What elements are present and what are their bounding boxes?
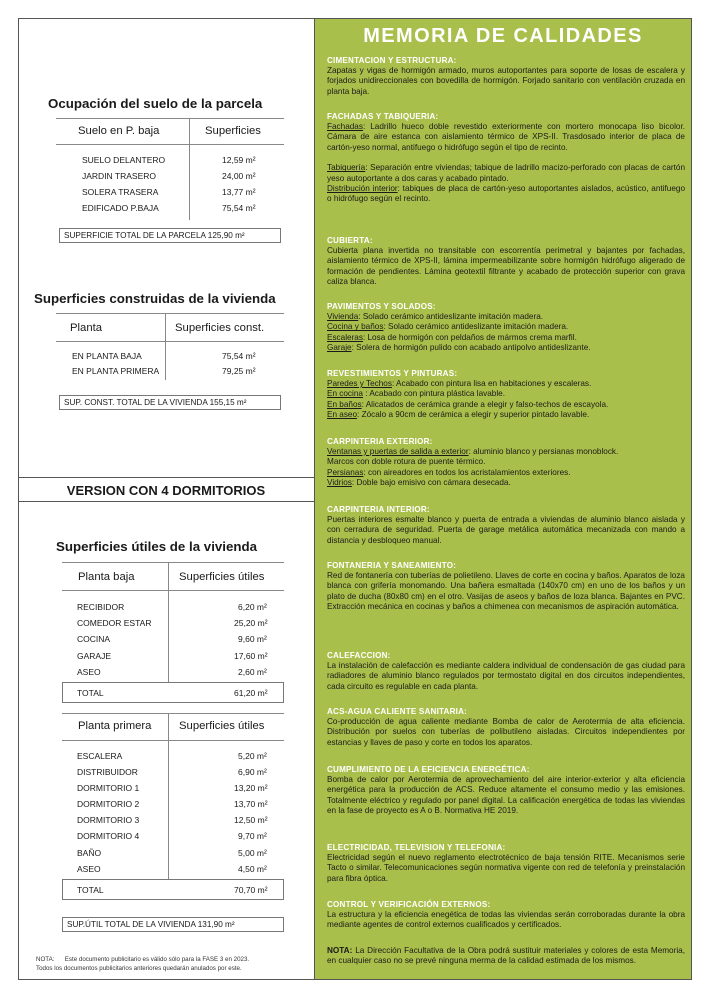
item-text: : Losa de hormigón con peldaños de mármos crema marfil. — [362, 332, 577, 342]
utiles-baja-col2: Superficies útiles — [179, 571, 265, 583]
section-title: CALEFACCION: — [327, 651, 391, 660]
table-row — [82, 155, 165, 165]
row-value: 6,90 m² — [238, 767, 267, 777]
utiles-baja-header-rule — [62, 590, 284, 591]
section-body — [327, 122, 685, 205]
construidas-total: SUP. CONST. TOTAL DE LA VIVIENDA 155,15 m² — [59, 395, 281, 410]
row-label: EDIFICADO P.BAJA — [82, 203, 159, 213]
section-body — [327, 379, 685, 421]
row-value: 13,77 m² — [222, 187, 256, 197]
row-value: 13,20 m² — [234, 783, 268, 793]
section-body: Electricidad según el nuevo reglamento electrotécnico de baja tensión RITE. Mecanismos serie Tacto o similar. Telecomunicaciones según normativa vigente con red de telefonía y preinstalación para fibra óptica. — [327, 853, 685, 883]
distribucion-text: : tabiques de placa de cartón-yeso autoportantes aislados, acústico, antifuego o hidrófugo según el recinto. — [327, 184, 686, 204]
section-body: Co-producción de agua caliente mediante Bomba de calor de Aerotermia de alta eficiencia. Distribución por suelos con tuberías de polibutileno aisladas. Circuitos independientes por estancias y llaves de paso y corte en todos los aparatos. — [327, 717, 685, 747]
item-label: En cocina — [327, 389, 363, 399]
left-panel — [18, 18, 314, 980]
construidas-header-top-rule — [56, 313, 284, 314]
version-divider-top — [18, 477, 314, 478]
item-text: : Zócalo a 90cm de cerámica a elegir y superior pintado lavable. — [357, 410, 590, 420]
ocupacion-col-divider — [189, 118, 190, 220]
item-text: : Doble bajo emisivo con cámara desecada. — [351, 478, 511, 488]
item-label: Escaleras — [327, 332, 363, 342]
item-text: : Solado cerámico antideslizante imitación madera. — [358, 312, 544, 321]
section-acs — [327, 707, 685, 748]
section-title: FACHADAS Y TABIQUERIA: — [327, 112, 439, 121]
section-body: La instalación de calefacción es mediante caldera individual de condensación de gas ciudad para radiadores de aluminio blanco regulados por termostato digital en dos circuitos independientes, cada circuito es regulable en cada planta. — [327, 661, 685, 691]
utiles-primera-total-value: 70,70 m² — [234, 885, 268, 895]
left-note-line2: Todos los documentos publicitarios anteriores quedarán anulados por este. — [36, 965, 242, 972]
version-heading: VERSION CON 4 DORMITORIOS — [66, 483, 266, 498]
section-title: CUMPLIMIENTO DE LA EFICIENCIA ENERGÉTICA: — [327, 765, 530, 774]
left-note-line1: Este documento publicitario es válido sólo para la FASE 3 en 2023. — [64, 956, 250, 963]
item-text: : aluminio blanco y persianas monoblock. — [468, 447, 619, 456]
construidas-col-divider — [165, 313, 166, 380]
item-text: : Alicatados de cerámica grande a elegir y falso-techos de escayola. — [361, 399, 609, 409]
section-title: ELECTRICIDAD, TELEVISION Y TELEFONIA: — [327, 843, 506, 852]
section-body: Red de fontanería con tuberías de polietileno. Llaves de corte en cocina y baños. Aparatos de loza blanca con grifería monomando. Una bañera esmaltada (140x70 cm) en uno de los baños y un plato de ducha (80x80 cm) en el otro. Vasijas de aseos y baños de loza blanca. Bajantes en PVC. Extracción mecánica en cocinas y baños a chimenea con mecanismos de aspiración automática. — [327, 571, 685, 612]
row-value: 75,54 m² — [222, 203, 256, 213]
section-body — [327, 447, 685, 489]
section-revestimientos — [327, 369, 685, 421]
construidas-col2: Superficies const. — [175, 322, 265, 334]
table-row: GARAJE — [77, 651, 112, 661]
nota-text: La Dirección Facultativa de la Obra podrá sustituir materiales y colores de esta Memoria, en cualquier caso no se prevé ninguna merma de la calidad estimada de los mismos. — [327, 946, 685, 966]
utiles-total: SUP.ÚTIL TOTAL DE LA VIVIENDA 131,90 m² — [62, 917, 284, 932]
item-label: En aseo — [327, 410, 358, 420]
row-label: SOLERA TRASERA — [82, 187, 159, 197]
section-title: REVESTIMIENTOS Y PINTURAS: — [327, 369, 458, 378]
section-title: CARPINTERIA INTERIOR: — [327, 505, 430, 514]
row-value: 5,20 m² — [238, 751, 267, 761]
table-row: DORMITORIO 3 — [77, 815, 140, 825]
section-carpinteria-interior — [327, 505, 685, 546]
table-row: RECIBIDOR — [77, 602, 125, 612]
utiles-primera-col2: Superficies útiles — [179, 720, 265, 732]
section-body: La estructura y la eficiencia enegética de todas las viviendas serán corroboradas durante la obra mediante agentes de control externos cualificados y certificados. — [327, 910, 685, 930]
memoria-title: MEMORIA DE CALIDADES — [363, 25, 643, 47]
table-row — [82, 203, 159, 213]
left-note-label: NOTA: — [36, 956, 55, 963]
tabiqueria-text: : Separación entre viviendas; tabique de ladrillo macizo-perforado con placas de cartón yeso autoportante a dos caras y acabado pintado. — [327, 163, 685, 183]
section-fontaneria — [327, 561, 685, 613]
section-title: ACS-AGUA CALIENTE SANITARIA: — [327, 707, 468, 716]
item-label: Paredes y Techos — [327, 379, 392, 388]
ocupacion-total: SUPERFICIE TOTAL DE LA PARCELA 125,90 m² — [59, 228, 281, 243]
section-pavimentos — [327, 302, 685, 354]
row-value: 4,50 m² — [238, 864, 267, 874]
section-carpinteria-exterior — [327, 437, 685, 489]
utiles-primera-header-top-rule — [62, 713, 284, 714]
ocupacion-header-rule — [56, 144, 284, 145]
section-cubierta — [327, 236, 685, 288]
item-label: Cocina y baños — [327, 322, 384, 332]
distribucion-label: Distribución interior — [327, 184, 398, 194]
row-value: 9,70 m² — [238, 831, 267, 841]
table-row: ASEO — [77, 864, 101, 874]
ocupacion-col2: Superficies — [205, 125, 261, 137]
section-title: CONTROL Y VERIFICACIÓN EXTERNOS: — [327, 900, 491, 909]
row-value: 2,60 m² — [238, 667, 267, 677]
table-row: DISTRIBUIDOR — [77, 767, 138, 777]
fachadas-text: : Ladrillo hueco doble revestido exteriormente con mortero monocapa liso bicolor. Cámara de aire estanca con aislamiento térmico de XPS-II. Trasdosado interior de placa de cartón-yeso normal, antifuego o hidrófugo según el tipo de recinto. — [327, 122, 685, 152]
table-row: COCINA — [77, 634, 111, 644]
section-nota — [327, 946, 685, 967]
item-text: : Acabado con pintura plástica lavable. — [362, 389, 505, 399]
item-label: Garaje — [327, 343, 352, 353]
table-row: COMEDOR ESTAR — [77, 618, 152, 628]
construidas-title: Superficies construidas de la vivienda — [34, 291, 276, 306]
row-value: 12,59 m² — [222, 155, 256, 165]
item-label: Ventanas y puertas de salida a exterior — [327, 447, 469, 456]
section-title: PAVIMENTOS Y SOLADOS: — [327, 302, 436, 311]
section-body — [327, 312, 685, 354]
section-body — [327, 946, 685, 967]
left-note — [36, 955, 306, 973]
ocupacion-title: Ocupación del suelo de la parcela — [48, 96, 263, 111]
table-row — [82, 171, 156, 181]
row-value: 24,00 m² — [222, 171, 256, 181]
item-label: En baños — [327, 399, 362, 409]
row-label: SUELO DELANTERO — [82, 155, 166, 165]
item-text: : Solado cerámico antideslizante imitación madera. — [383, 322, 569, 332]
table-row: EN PLANTA BAJA — [72, 351, 142, 361]
row-value: 6,20 m² — [238, 602, 267, 612]
section-title: CIMENTACION Y ESTRUCTURA: — [327, 56, 457, 65]
table-row: DORMITORIO 4 — [77, 831, 140, 841]
utiles-baja-header-top-rule — [62, 562, 284, 563]
section-body: Puertas interiores esmalte blanco y puerta de entrada a viviendas de aluminio blanco aislada y con cerradura de seguridad. Puerta de garage metálica automática mecanizada con mando a distancia y desbloqueo manual. — [327, 515, 685, 545]
row-value: 9,60 m² — [238, 634, 267, 644]
section-body: Bomba de calor por Aerotermia de aprovechamiento del aire interior-exterior y alta eficiencia energética para la producción de ACS. Reduce altamente el consumo medio y las emisiones. Totalmente eléctrico y regulado por panel digital. La calificación energética de todas las viviendas en la fase de proyecto es A o B. Normativa HE 2019. — [327, 775, 685, 816]
item-text: : Acabado con pintura lisa en habitaciones y escaleras. — [391, 379, 592, 388]
table-row: ASEO — [77, 667, 101, 677]
nota-label: NOTA: — [327, 946, 353, 955]
item-label: Vivienda — [327, 312, 359, 321]
section-title: CARPINTERIA EXTERIOR: — [327, 437, 433, 446]
construidas-header-rule — [56, 341, 284, 342]
row-label: JARDIN TRASERO — [82, 171, 156, 181]
row-value: 17,60 m² — [234, 651, 268, 661]
utiles-baja-total-value: 61,20 m² — [234, 688, 268, 698]
section-title: CUBIERTA: — [327, 236, 373, 245]
version-divider-bottom — [18, 501, 314, 502]
section-cimentacion — [327, 56, 685, 97]
row-value: 75,54 m² — [222, 351, 256, 361]
item-text: : con aireadores en todos los acristalamientos exteriores. — [363, 467, 571, 477]
row-value: 25,20 m² — [234, 618, 268, 628]
row-value: 5,00 m² — [238, 848, 267, 858]
tabiqueria-label: Tabiquería — [327, 163, 366, 173]
section-calefaccion — [327, 651, 685, 692]
utiles-primera-col1: Planta primera — [78, 720, 152, 732]
row-value: 13,70 m² — [234, 799, 268, 809]
table-row — [82, 187, 158, 197]
row-value: 12,50 m² — [234, 815, 268, 825]
section-fachadas — [327, 112, 685, 205]
item-label: Vidrios — [327, 478, 352, 488]
ocupacion-col1: Suelo en P. baja — [78, 125, 160, 137]
utiles-baja-col-divider — [168, 562, 169, 682]
table-row: DORMITORIO 2 — [77, 799, 140, 809]
section-body: Zapatas y vigas de hormigón armado, muros autoportantes para soporte de losas de escalera y forjados unidireccionales con bovedilla de hormigón. Forjado sanitario con ventilación cruzada en planta baja. — [327, 66, 685, 96]
row-value: 79,25 m² — [222, 366, 256, 376]
utiles-baja-total-label: TOTAL — [77, 688, 104, 698]
item-label: Persianas — [327, 467, 364, 477]
table-row: BAÑO — [77, 848, 102, 858]
utiles-primera-col-divider — [168, 713, 169, 879]
table-row: ESCALERA — [77, 751, 123, 761]
ocupacion-header-top-rule — [56, 118, 284, 119]
table-row: EN PLANTA PRIMERA — [72, 366, 160, 376]
utiles-title: Superficies útiles de la vivienda — [56, 539, 258, 554]
utiles-primera-total-label: TOTAL — [77, 885, 104, 895]
table-row: DORMITORIO 1 — [77, 783, 140, 793]
utiles-primera-header-rule — [62, 740, 284, 741]
fachadas-label: Fachadas — [327, 122, 363, 131]
section-title: FONTANERIA Y SANEAMIENTO: — [327, 561, 457, 570]
construidas-col1: Planta — [70, 322, 103, 334]
item-text: Marcos con doble rotura de puente térmico. — [327, 457, 486, 467]
section-eficiencia — [327, 765, 685, 817]
section-electricidad — [327, 843, 685, 884]
utiles-baja-col1: Planta baja — [78, 571, 135, 583]
section-body: Cubierta plana invertida no transitable con escorrentía perimetral y bajantes por fachadas, aislamiento térmico de XPS-II, lámina impermeabilizante sobre hormigón hidrófugo aligerado de formación de pendientes. Lámina geotextil filtrante y acabado de protección superior con grava caliza blanca. — [327, 246, 685, 287]
section-control — [327, 900, 685, 931]
item-text: : Solera de hormigón pulido con acabado antipolvo antideslizante. — [351, 343, 591, 353]
